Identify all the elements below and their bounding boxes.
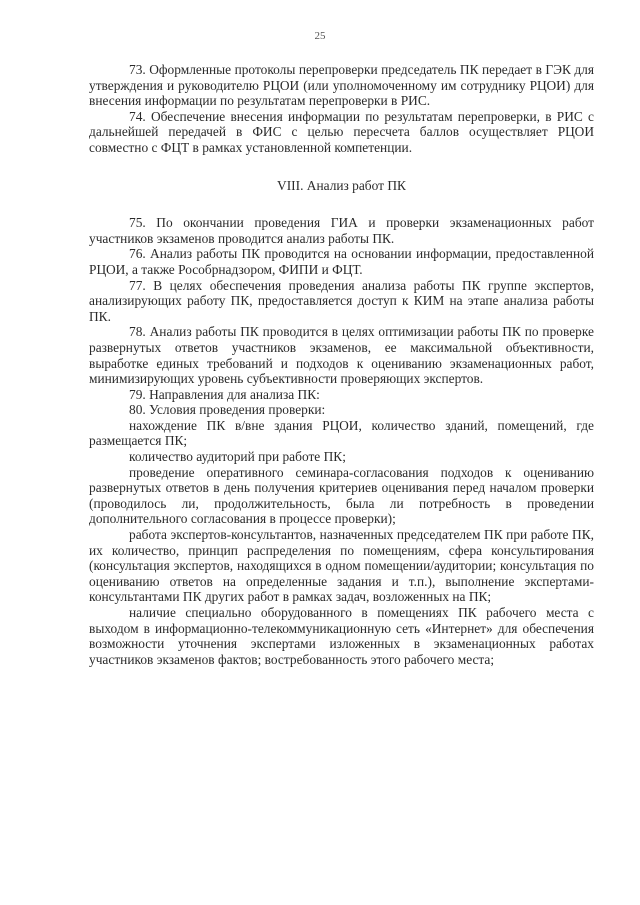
document-body — [89, 62, 594, 667]
section-heading: VIII. Анализ работ ПК — [277, 177, 406, 193]
page-number: 25 — [314, 30, 326, 42]
list-item-workplace: наличие специально оборудованного в помещениях ПК рабочего места с выходом в информационно-телекоммуникационную сеть «Интернет» для обеспечения возможности уточнения экспертами изложенных в экзаменационных работах участников экзаменов фактов; востребованность этого рабочего места; — [89, 605, 594, 667]
list-item-consultants: работа экспертов-консультантов, назначенных председателем ПК при работе ПК, их количество, принцип распределения по помещениям, сфера консультирования (консультация экспертов, находящихся в одном помещении/аудитории; консультация по оцениванию ответов на определенные задания и т.п.), выполнение экспертами-консультантами ПК других работ в рамках задач, возложенных на ПК; — [89, 527, 594, 605]
paragraph-77: 77. В целях обеспечения проведения анализа работы ПК группе экспертов, анализирующих работу ПК, предоставляется доступ к КИМ на этапе анализа работы ПК. — [89, 277, 594, 324]
list-item-seminar: проведение оперативного семинара-согласования подходов к оцениванию развернутых ответов в день получения критериев оценивания перед началом проверки (проводилось ли, продолжительность, была ли потребность в проведении дополнительного согласования в процессе проверки); — [89, 464, 594, 527]
paragraph-78: 78. Анализ работы ПК проводится в целях оптимизации работы ПК по проверке развернутых ответов участников экзаменов, ее максимальной объективности, выработке единых требований и подходов к оцениванию экзаменационных работ, минимизирующих уровень субъективности проверяющих экспертов. — [89, 324, 594, 387]
paragraph-80: 80. Условия проведения проверки: — [129, 402, 326, 418]
paragraph-75: 75. По окончании проведения ГИА и проверки экзаменационных работ участников экзаменов проводится анализ работы ПК. — [89, 215, 594, 246]
paragraph-73: 73. Оформленные протоколы перепроверки председатель ПК передает в ГЭК для утверждения и руководителю РЦОИ (или уполномоченному им сотруднику РЦОИ) для внесения информации по результатам перепроверки в РИС. — [89, 62, 594, 109]
list-item-location: нахождение ПК в/вне здания РЦОИ, количество зданий, помещений, где размещается ПК; — [89, 417, 594, 449]
paragraph-79: 79. Направления для анализа ПК: — [129, 386, 320, 402]
list-item-auditoriums: количество аудиторий при работе ПК; — [129, 449, 346, 465]
paragraph-76: 76. Анализ работы ПК проводится на основании информации, предоставленной РЦОИ, а также Рособрнадзором, ФИПИ и ФЦТ. — [89, 246, 594, 277]
paragraph-74: 74. Обеспечение внесения информации по результатам перепроверки, в РИС с дальнейшей передачей в ФИС с целью пересчета баллов осуществляет РЦОИ совместно с ФЦТ в рамках установленной компетенции. — [89, 108, 594, 155]
